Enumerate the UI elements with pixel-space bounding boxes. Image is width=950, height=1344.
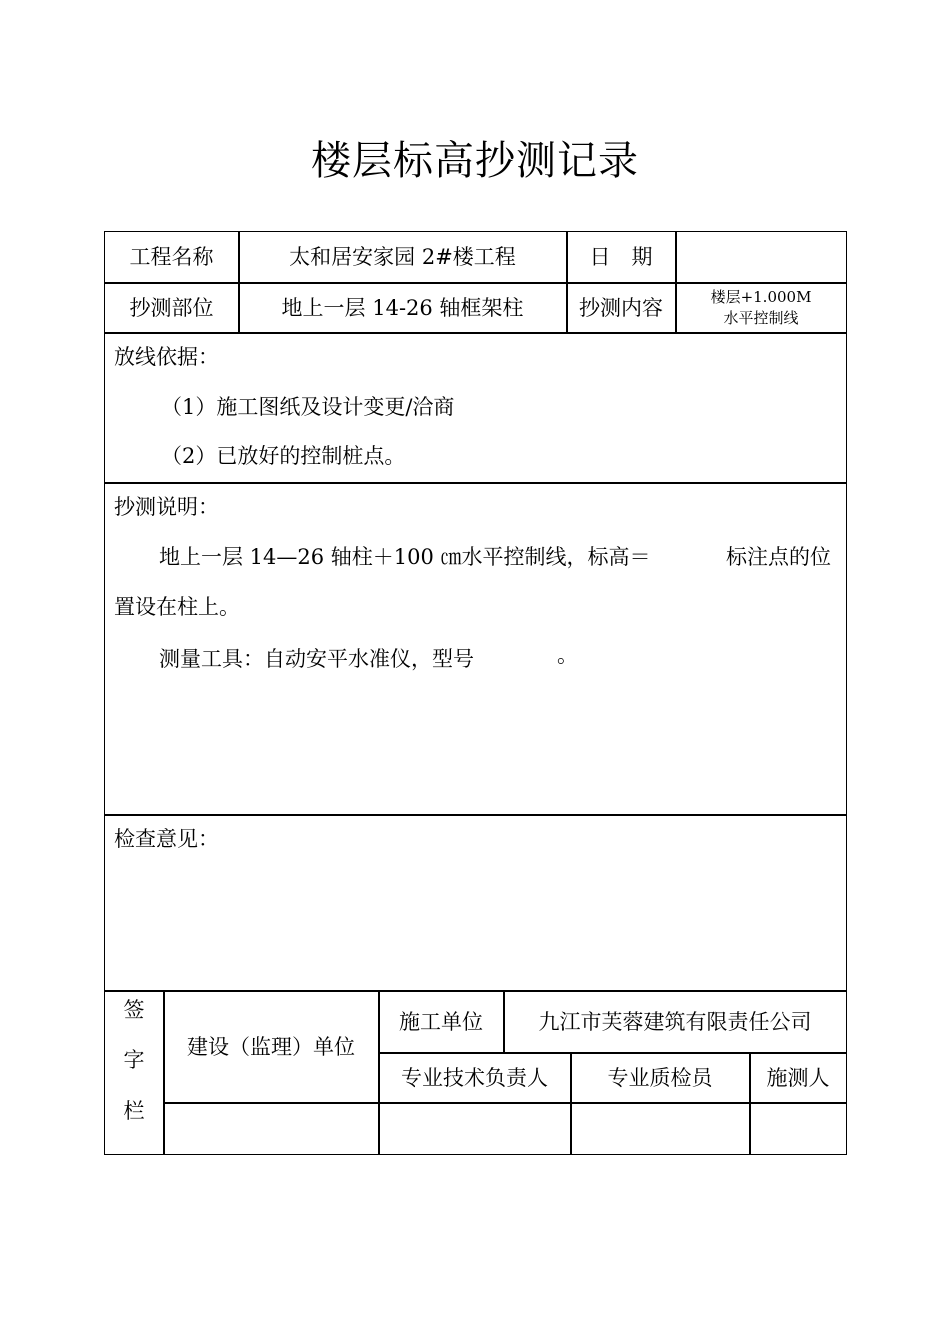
date-value xyxy=(676,232,846,282)
description-line1-b: 标注点的位 xyxy=(726,545,831,569)
page-title: 楼层标高抄测记录 xyxy=(311,138,639,184)
signature-column-char: 签 xyxy=(123,998,145,1022)
project-name-label: 工程名称 xyxy=(129,245,214,269)
tech-lead-label: 专业技术负责人 xyxy=(401,1065,548,1090)
description-line2: 置设在柱上。 xyxy=(114,595,240,619)
survey-record-form xyxy=(104,231,847,1155)
project-name-value: 太和居安家园 2#楼工程 xyxy=(289,245,516,269)
contractor-value: 九江市芙蓉建筑有限责任公司 xyxy=(538,1009,812,1034)
content-value xyxy=(676,283,846,332)
row-divider xyxy=(105,332,846,334)
surveyor-label: 施测人 xyxy=(766,1065,830,1090)
description-line3-a: 测量工具：自动安平水准仪，型号 xyxy=(159,647,474,671)
content-value-line1: 楼层+1.000M xyxy=(710,287,812,306)
location-label: 抄测部位 xyxy=(129,295,214,320)
date-label: 日 期 xyxy=(589,245,653,269)
quality-inspector-signature-cell xyxy=(571,1103,749,1154)
owner-label: 建设（监理）单位 xyxy=(187,1034,355,1059)
tech-lead-signature-cell xyxy=(379,1103,570,1154)
description-line3-b: 。 xyxy=(557,643,578,667)
description-label: 抄测说明： xyxy=(114,495,219,519)
content-value-line2: 水平控制线 xyxy=(723,308,799,327)
quality-inspector-label: 专业质检员 xyxy=(607,1065,713,1090)
inspection-label: 检查意见： xyxy=(114,827,219,851)
signature-column-char: 栏 xyxy=(123,1099,145,1123)
location-value: 地上一层 14-26 轴框架柱 xyxy=(281,295,524,320)
contractor-label: 施工单位 xyxy=(399,1009,483,1034)
basis-item: （1）施工图纸及设计变更/洽商 xyxy=(161,395,455,419)
basis-label: 放线依据： xyxy=(114,345,219,369)
basis-item: （2）已放好的控制桩点。 xyxy=(161,444,406,468)
content-label: 抄测内容 xyxy=(579,295,663,320)
surveyor-signature-cell xyxy=(750,1103,846,1154)
row-divider xyxy=(105,814,846,816)
row-divider xyxy=(105,482,846,484)
owner-signature-cell xyxy=(164,1103,378,1154)
description-line1-a: 地上一层 14—26 轴柱＋100 ㎝水平控制线，标高＝ xyxy=(159,545,651,569)
signature-column-char: 字 xyxy=(123,1048,145,1072)
